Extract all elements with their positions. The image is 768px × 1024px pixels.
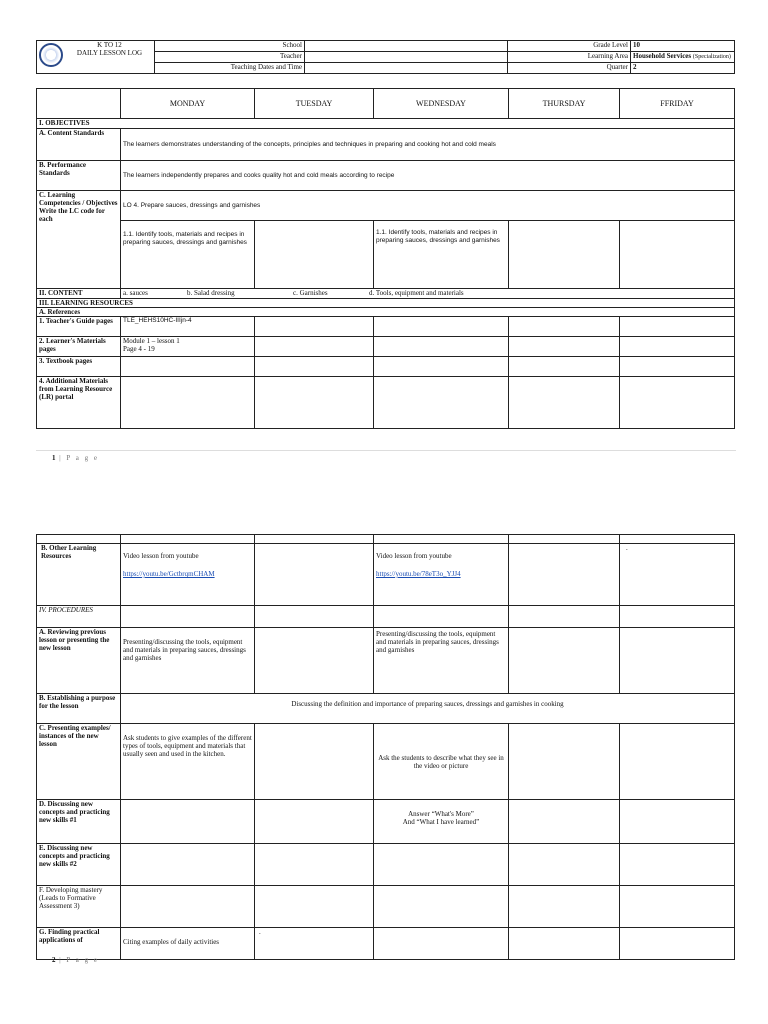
empty-cell <box>121 886 255 928</box>
tuesday-objective <box>255 221 374 289</box>
empty-cell <box>255 337 374 357</box>
area-sub: (Specialization) <box>692 54 731 60</box>
empty-cell <box>255 606 374 628</box>
school-value[interactable] <box>305 41 508 52</box>
area-main: Household Services <box>633 52 692 60</box>
whats-more-text: Answer “What's More” <box>408 810 474 818</box>
content-item-salad-dressing: b. Salad dressing <box>187 289 235 297</box>
empty-cell <box>374 377 509 429</box>
empty-cell <box>121 535 255 544</box>
empty-cell <box>121 800 255 844</box>
monday-youtube-link[interactable]: https://youtu.be/GctbrqmCHAM <box>123 570 215 578</box>
friday-other-resources: . <box>620 544 735 606</box>
content-standards-text: The learners demonstrates understanding of the concepts, principles and techniques in preparing and cooking hot and cold meals <box>121 129 735 161</box>
tuesday-practical: . <box>255 928 374 960</box>
empty-cell <box>620 928 735 960</box>
wednesday-youtube-link[interactable]: https://youtu.be/78eT3o_YJJ4 <box>376 570 461 578</box>
lesson-log-table-page2 <box>36 534 735 960</box>
empty-cell <box>509 606 620 628</box>
practical-applications-label: G. Finding practical applications of <box>37 928 121 960</box>
teacher-value[interactable] <box>305 52 508 63</box>
day-tuesday: TUESDAY <box>255 89 374 119</box>
additional-materials-label: 4. Additional Materials from Learning Resource (LR) portal <box>37 377 121 429</box>
content-items <box>121 289 735 299</box>
empty-cell <box>255 844 374 886</box>
monday-reviewing: Presenting/discussing the tools, equipment and materials in preparing sauces, dressings and garnishes <box>121 628 255 694</box>
page-footer-2 <box>52 956 99 964</box>
empty-cell <box>121 377 255 429</box>
empty-cell <box>509 844 620 886</box>
empty-cell <box>509 928 620 960</box>
monday-presenting: Ask students to give examples of the different types of tools, equipment and materials that usually seen and used in the kitchen. <box>121 724 255 800</box>
empty-cell <box>509 544 620 606</box>
empty-cell <box>509 800 620 844</box>
empty-cell <box>509 535 620 544</box>
discussing-concepts-2-label: E. Discussing new concepts and practicing new skills #2 <box>37 844 121 886</box>
dates-value[interactable] <box>305 63 508 74</box>
empty-cell <box>620 357 735 377</box>
content-item-sauces: a. sauces <box>123 289 148 297</box>
teacher-label: Teacher <box>155 52 305 63</box>
day-thursday: THURSDAY <box>509 89 620 119</box>
empty-cell <box>620 317 735 337</box>
what-i-learned-text: And “What I have learned” <box>402 818 480 826</box>
content-item-tools: d. Tools, equipment and materials <box>369 289 464 297</box>
empty-cell <box>374 337 509 357</box>
establishing-purpose-text: Discussing the definition and importance of preparing sauces, dressings and garnishes in cooking <box>121 694 735 724</box>
presenting-examples-label: C. Presenting examples/ instances of the new lesson <box>37 724 121 800</box>
corner-cell <box>37 89 121 119</box>
empty-cell <box>374 317 509 337</box>
thursday-objective <box>509 221 620 289</box>
content-standards-label: A. Content Standards <box>37 129 121 161</box>
dates-label: Teaching Dates and Time <box>155 63 305 74</box>
monday-objective: 1.1. Identify tools, materials and recipes in preparing sauces, dressings and garnishes <box>121 221 255 289</box>
empty-cell <box>374 357 509 377</box>
school-label: School <box>155 41 305 52</box>
header-table <box>36 40 735 74</box>
empty-cell <box>509 724 620 800</box>
developing-mastery-label: F. Developing mastery (Leads to Formative Assessment 3) <box>37 886 121 928</box>
quarter-value[interactable]: 2 <box>631 63 735 74</box>
empty-cell <box>509 377 620 429</box>
empty-cell <box>255 357 374 377</box>
empty-cell <box>121 844 255 886</box>
empty-cell <box>37 535 121 544</box>
empty-cell <box>509 357 620 377</box>
empty-cell <box>255 535 374 544</box>
competencies-label: C. Learning Competencies / Objectives Write the LC code for each <box>37 191 121 289</box>
teachers-guide-value: TLE_HEHS10HC-IIIjn-4 <box>121 317 255 337</box>
empty-cell <box>509 628 620 694</box>
empty-cell <box>620 535 735 544</box>
deped-logo <box>39 43 63 67</box>
lesson-log-table-page1 <box>36 88 735 429</box>
discussing-concepts-1-label: D. Discussing new concepts and practicing new skills #1 <box>37 800 121 844</box>
objectives-heading: I. OBJECTIVES <box>37 119 735 129</box>
monday-other-resources <box>121 544 255 606</box>
other-resources-label: B. Other Learning Resources <box>37 544 121 606</box>
learners-materials-value <box>121 337 255 357</box>
day-friday: FFRIDAY <box>620 89 735 119</box>
empty-cell <box>374 606 509 628</box>
teachers-guide-label: 1. Teacher's Guide pages <box>37 317 121 337</box>
empty-cell <box>121 357 255 377</box>
empty-cell <box>509 317 620 337</box>
wednesday-reviewing: Presenting/discussing the tools, equipment and materials in preparing sauces, dressings and garnishes <box>374 628 509 694</box>
monday-practical: Citing examples of daily activities <box>121 928 255 960</box>
page-number: 1 <box>52 454 57 462</box>
references-heading: A. References <box>37 308 735 317</box>
empty-cell <box>620 800 735 844</box>
header-line2: DAILY LESSON LOG <box>76 49 143 57</box>
empty-cell <box>255 377 374 429</box>
page-divider <box>36 450 736 451</box>
empty-cell <box>620 337 735 357</box>
empty-cell <box>374 844 509 886</box>
page-word: | P a g e <box>59 454 99 462</box>
content-heading: II. CONTENT <box>37 289 121 299</box>
empty-cell <box>620 886 735 928</box>
learning-resources-heading: III. LEARNING RESOURCES <box>37 299 735 308</box>
wednesday-discussing-1 <box>374 800 509 844</box>
lm-module: Module 1 – lesson 1 <box>123 337 180 345</box>
empty-cell <box>620 628 735 694</box>
empty-cell <box>374 535 509 544</box>
empty-cell <box>255 628 374 694</box>
learners-materials-label: 2. Learner's Materials pages <box>37 337 121 357</box>
page-footer-1 <box>52 454 99 462</box>
area-label: Learning Area <box>508 52 631 63</box>
empty-cell <box>255 317 374 337</box>
grade-value[interactable]: 10 <box>631 41 735 52</box>
quarter-label: Quarter <box>508 63 631 74</box>
empty-cell <box>121 606 255 628</box>
empty-cell <box>509 886 620 928</box>
empty-cell <box>620 606 735 628</box>
empty-cell <box>255 800 374 844</box>
wednesday-objective: 1.1. Identify tools, materials and recipes in preparing sauces, dressings and garnishes <box>374 221 509 289</box>
lm-page: Page 4 - 19 <box>123 345 155 353</box>
empty-cell <box>620 724 735 800</box>
empty-cell <box>620 377 735 429</box>
wednesday-other-resources <box>374 544 509 606</box>
empty-cell <box>255 544 374 606</box>
wednesday-presenting: Ask the students to describe what they see in the video or picture <box>374 724 509 800</box>
empty-cell <box>509 337 620 357</box>
empty-cell <box>255 724 374 800</box>
day-wednesday: WEDNESDAY <box>374 89 509 119</box>
reviewing-lesson-label: A. Reviewing previous lesson or presenting the new lesson <box>37 628 121 694</box>
empty-cell <box>255 886 374 928</box>
day-monday: MONDAY <box>121 89 255 119</box>
monday-video-text: Video lesson from youtube <box>123 552 199 560</box>
content-item-garnishes: c. Garnishes <box>293 289 328 297</box>
empty-cell <box>620 844 735 886</box>
lo-text: LO 4. Prepare sauces, dressings and garnishes <box>121 191 735 221</box>
grade-label: Grade Level <box>508 41 631 52</box>
page-number: 2 <box>52 956 57 964</box>
friday-objective <box>620 221 735 289</box>
wednesday-video-text: Video lesson from youtube <box>376 552 452 560</box>
area-value[interactable] <box>631 52 735 63</box>
procedures-heading: IV. PROCEDURES <box>37 606 121 628</box>
performance-standards-label: B. Performance Standards <box>37 161 121 191</box>
empty-cell <box>374 886 509 928</box>
header-title-cell <box>37 41 155 74</box>
page-word: | P a g e <box>59 956 99 964</box>
textbook-pages-label: 3. Textbook pages <box>37 357 121 377</box>
performance-standards-text: The learners independently prepares and cooks quality hot and cold meals according to recipe <box>121 161 735 191</box>
empty-cell <box>374 928 509 960</box>
header-line1: K TO 12 <box>97 41 122 49</box>
establishing-purpose-label: B. Establishing a purpose for the lesson <box>37 694 121 724</box>
